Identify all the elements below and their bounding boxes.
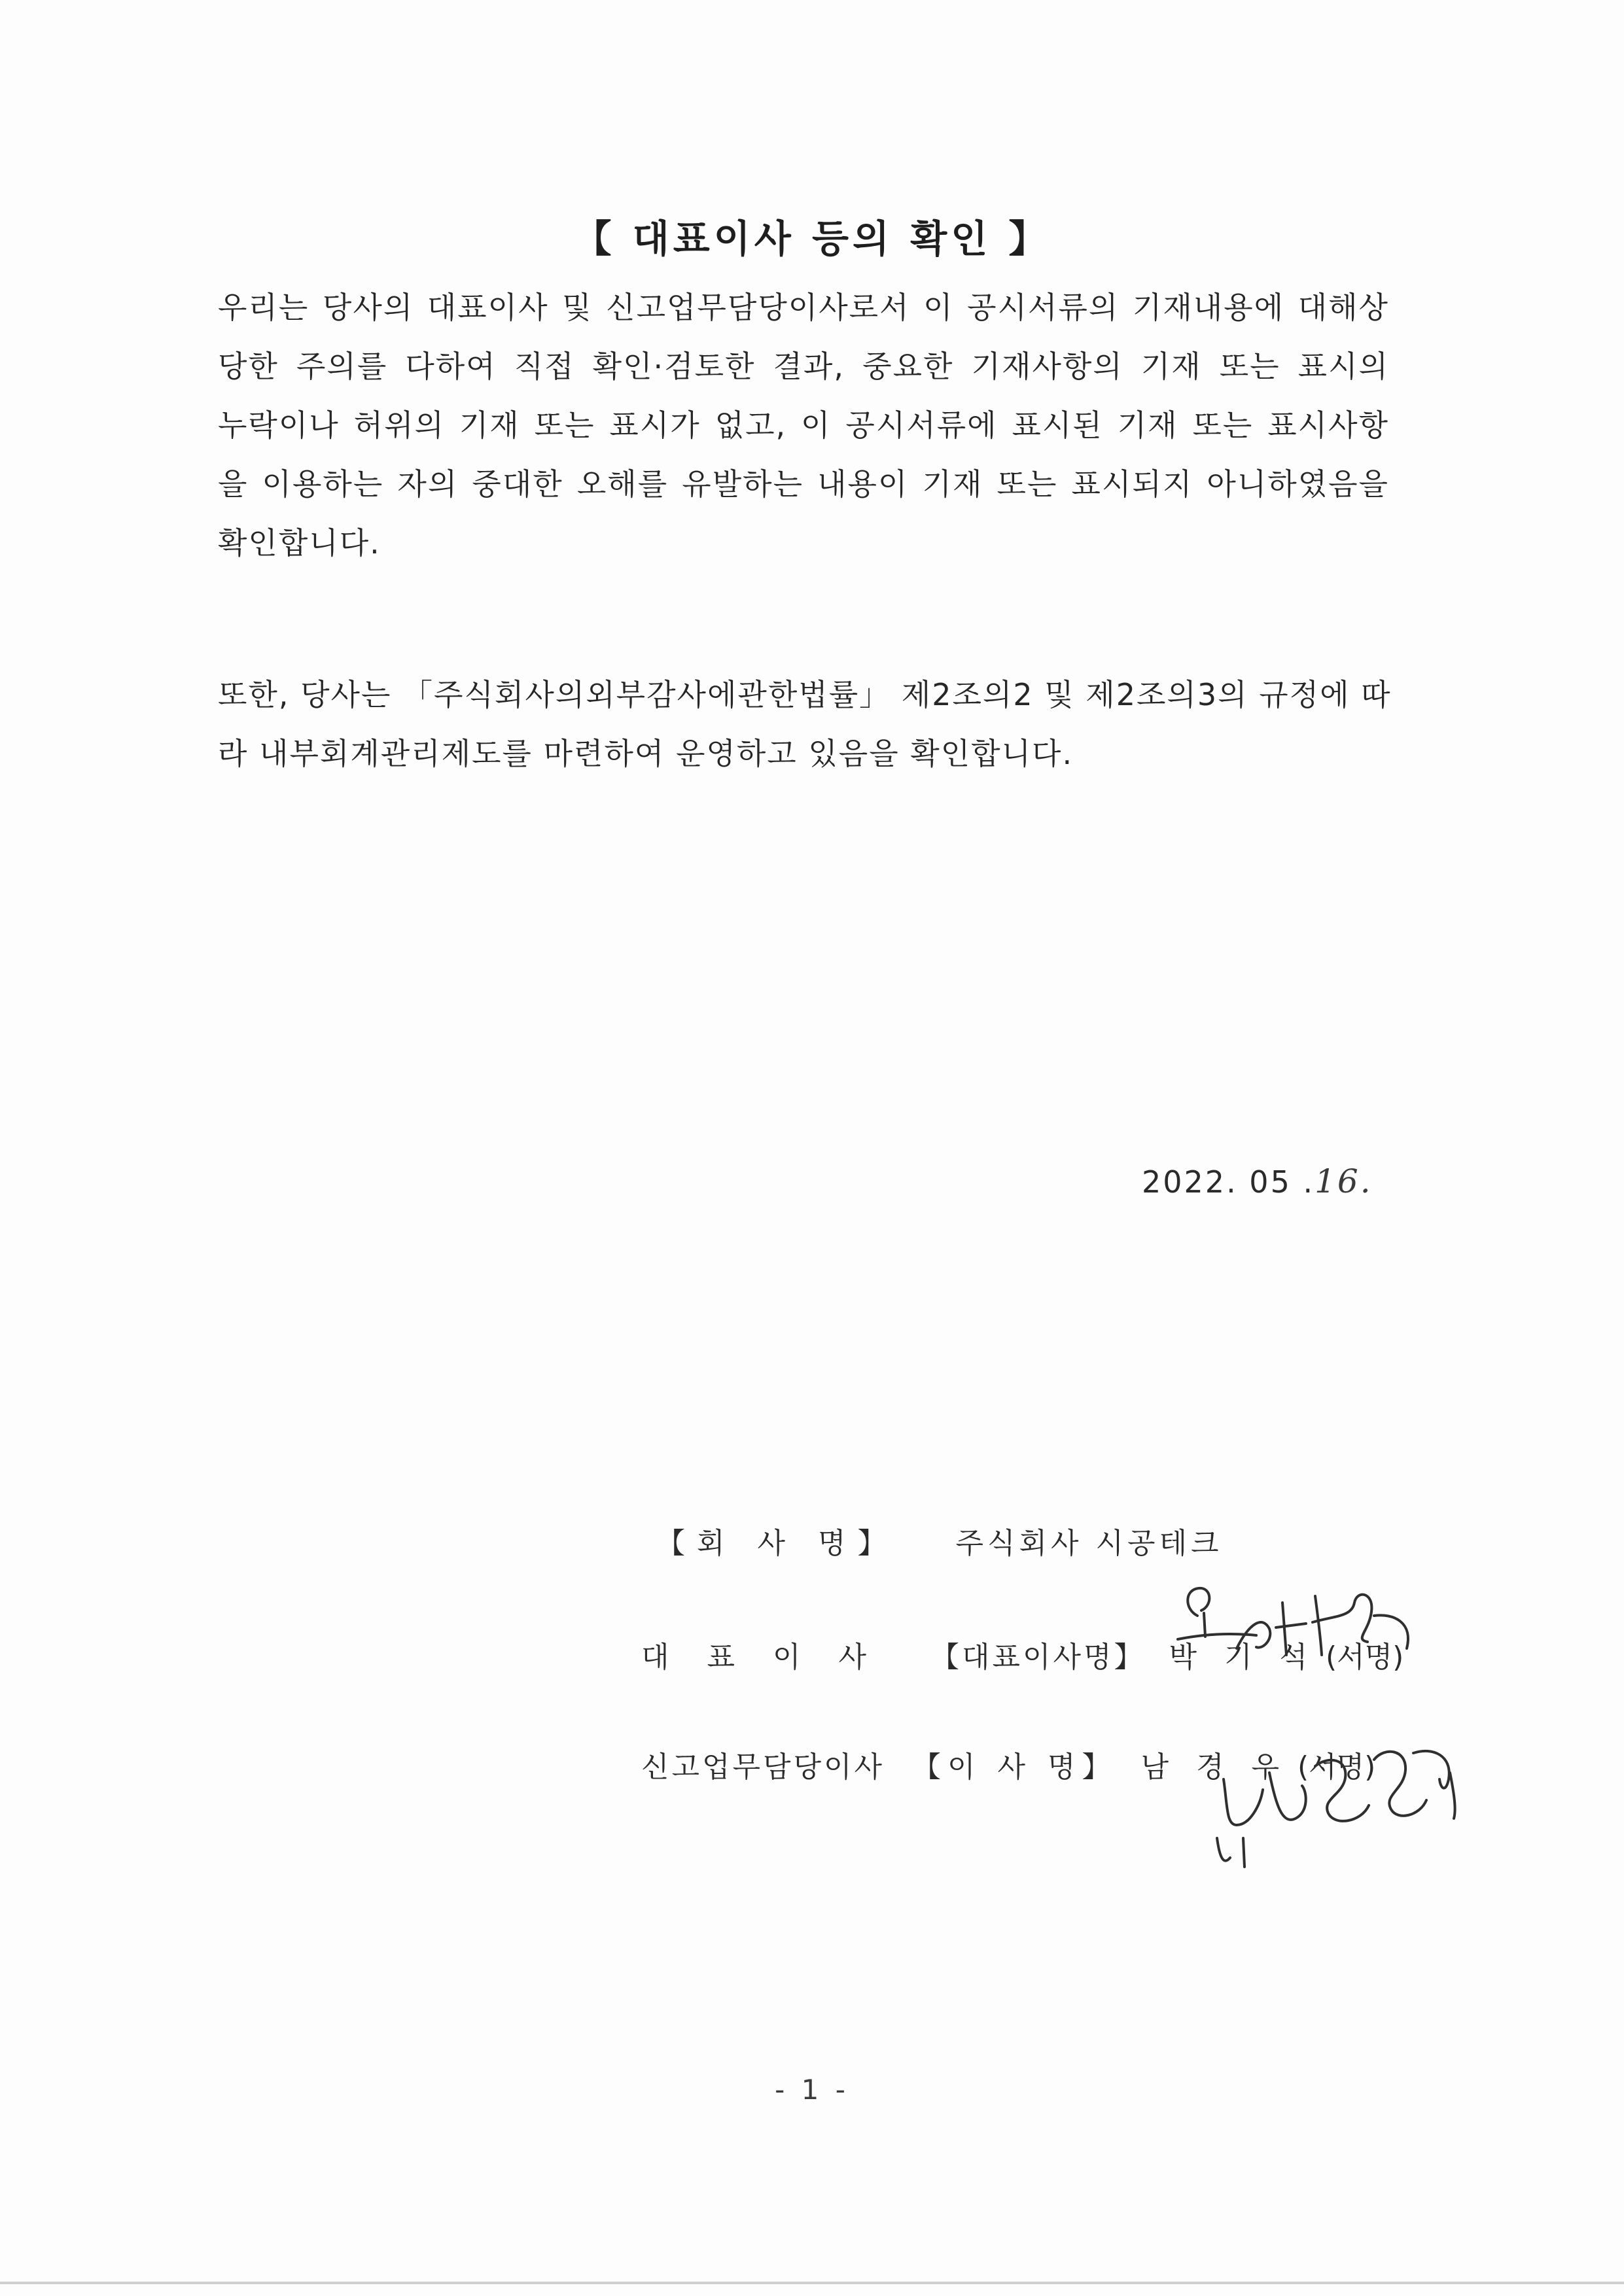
paragraph-line: 우리는 당사의 대표이사 및 신고업무담당이사로서 이 공시서류의 기재내용에 대해상 [218, 290, 1389, 325]
confirmation-paragraph [218, 278, 1389, 572]
company-label: 【회 사 명】 [656, 1527, 898, 1560]
document-title: 【 대표이사 등의 확인 】 [573, 217, 1051, 261]
paragraph-line: 을 이용하는 자의 중대한 오해를 유발하는 내용이 기재 또는 표시되지 아니하였음을 [218, 466, 1389, 502]
ceo-label: 【대표이사명】 [930, 1641, 1146, 1674]
officer-sign-note: (서명) [1297, 1750, 1376, 1784]
date-handwritten: 16. [1315, 1162, 1373, 1200]
company-row [656, 1520, 1223, 1561]
officer-name: 남 경 우 [1140, 1750, 1288, 1784]
date-printed: 2022. 05 . [1142, 1164, 1315, 1200]
ceo-sign-note: (서명) [1326, 1641, 1404, 1674]
officer-label: 【이 사 명】 [912, 1750, 1118, 1784]
paragraph-line: 또한, 당사는 「주식회사의외부감사에관한법률」 제2조의2 및 제2조의3의 규정에 따 [218, 677, 1392, 712]
paragraph-line: 당한 주의를 다하여 직접 확인·검토한 결과, 중요한 기재사항의 기재 또는 표시의 [218, 349, 1389, 384]
internal-control-paragraph [218, 665, 1392, 783]
officer-row [641, 1743, 1375, 1785]
document-date [1142, 1162, 1373, 1200]
company-name: 주식회사 시공테크 [955, 1527, 1223, 1560]
paragraph-line: 라 내부회계관리제도를 마련하여 운영하고 있음을 확인합니다. [218, 736, 1074, 771]
officer-role: 신고업무담당이사 [641, 1750, 885, 1784]
paragraph-line: 확인합니다. [218, 525, 381, 561]
paragraph-line: 누락이나 허위의 기재 또는 표시가 없고, 이 공시서류에 표시된 기재 또는 표시사항 [218, 408, 1389, 443]
scan-edge-divider [0, 2282, 1624, 2284]
ceo-role: 대 표 이 사 [641, 1641, 881, 1674]
ceo-row [641, 1633, 1403, 1675]
page-number: - 1 - [775, 2074, 849, 2106]
ceo-name: 박 기 석 [1169, 1641, 1316, 1674]
